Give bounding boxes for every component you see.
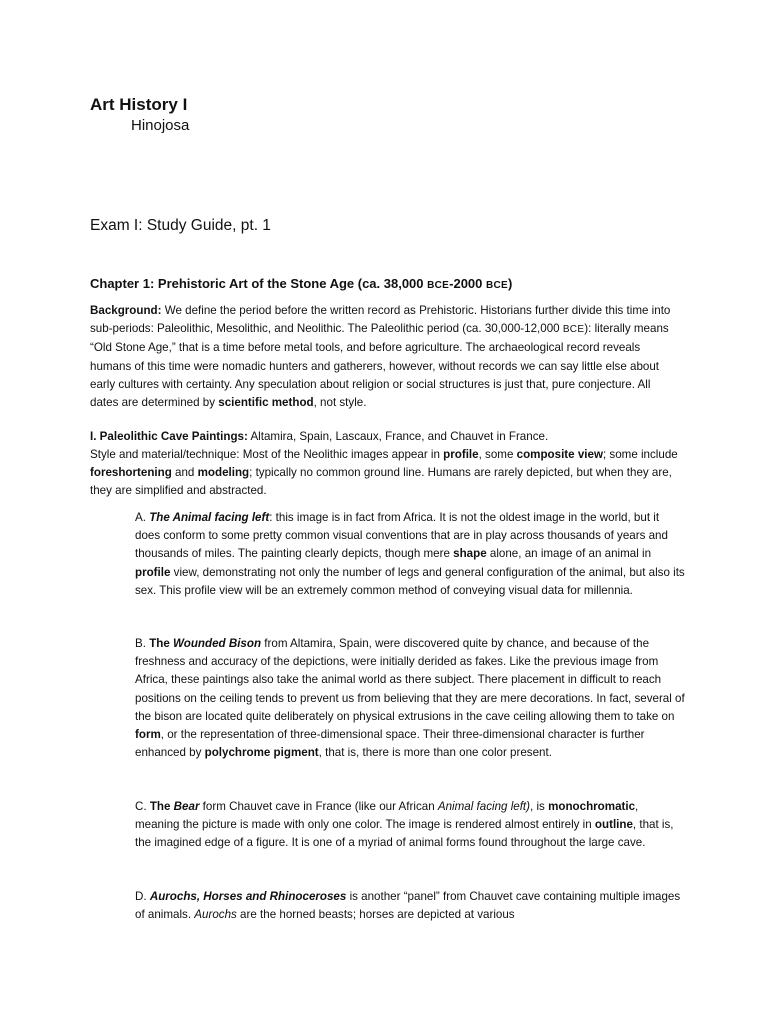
item-c-paragraph: C. The Bear form Chauvet cave in France (like our African Animal facing left), is monochromatic, meaning the picture is made with only one color. The image is rendered almost entirely in outline, that is, the imagined edge of a figure. It is one of a myriad of animal forms found throughout the large cave. [135,800,674,850]
exam-title: Exam I: Study Guide, pt. 1 [90,217,271,234]
instructor-name: Hinojosa [131,117,190,134]
item-b-title: Wounded Bison [173,637,262,650]
item-c-title: Bear [173,800,200,813]
section-label: I. Paleolithic Cave Paintings: [90,430,248,443]
chapter-title: Chapter 1: Prehistoric Art of the Stone Age (ca. 38,000 BCE-2000 BCE) [90,276,513,291]
term-scientific-method: scientific method [218,396,314,410]
item-a-title: The Animal facing left [149,511,270,524]
section-paleolithic-heading: I. Paleolithic Cave Paintings: Altamira, Spain, Lascaux, France, and Chauvet in France. [90,430,549,443]
item-d-paragraph: D. Aurochs, Horses and Rhinoceroses is another “panel” from Chauvet cave containing multiple images of animals. Aurochs are the horned beasts; horses are depicted at various [135,890,681,922]
background-paragraph: Background: We define the period before the written record as Prehistoric. Historians further divide this time into sub-periods: Paleolithic, Mesolithic, and Neolithic. The Paleolithic period (ca. 30,000-12,000 BCE): literally means “Old Stone Age,” that is a time before metal tools, and before agriculture. The archaeological record reveals humans of this time were nomadic hunters and gatherers, however, without records we can say little else about early cultures with certainty. Any speculation about religion or social structures is just that, pure conjecture. All dates are determined by scientific method, not style. [90,304,671,410]
item-a-paragraph: A. The Animal facing left: this image is in fact from Africa. It is not the oldest image in the world, but it does conform to some pretty common visual conventions that are in play across thousands of years and thousands of miles. The painting clearly depicts, though mere shape alone, an image of an animal in profile view, demonstrating not only the number of legs and general configuration of the animal, but also its sex. This profile view will be an extremely common method of conveying visual data for millennia. [135,511,685,597]
style-paragraph: Style and material/technique: Most of the Neolithic images appear in profile, some composite view; some include foreshortening and modeling; typically no common ground line. Humans are rarely depicted, but when they are, they are simplified and abstracted. [90,448,678,498]
course-title: Art History I [90,95,188,114]
item-b-paragraph: B. The Wounded Bison from Altamira, Spain, were discovered quite by chance, and because of the freshness and accuracy of the depictions, were initially derided as fakes. Like the previous image from Africa, these paintings also take the animal world as there subject. There placement in difficult to reach positions on the ceiling tends to prevent us from believing that they are mere decorations. In fact, several of the bison are located quite deliberately on physical extrusions in the cave ceiling allowing them to take on form, or the representation of three-dimensional space. Their three-dimensional character is further enhanced by polychrome pigment, that is, there is more than one color present. [135,637,685,760]
background-label: Background: [90,304,162,317]
item-d-title: Aurochs, Horses and Rhinoceroses [149,890,347,903]
